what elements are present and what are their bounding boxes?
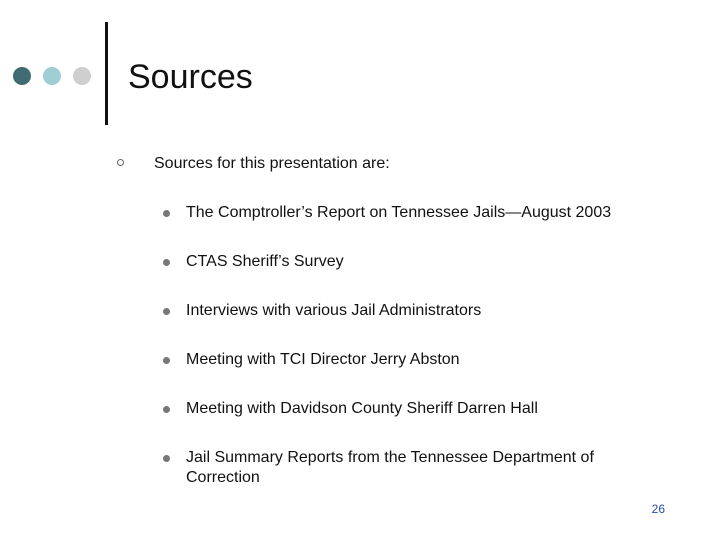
- main-bullet-item: [117, 154, 677, 176]
- sources-list-item-text: Meeting with TCI Director Jerry Abston: [186, 351, 460, 368]
- sources-list-item-text: Meeting with Davidson County Sheriff Darren Hall: [186, 400, 538, 417]
- dot-bullet-icon: [163, 259, 170, 266]
- sources-list-item-text: CTAS Sheriff’s Survey: [186, 253, 344, 270]
- sources-list-item-text: Jail Summary Reports from the Tennessee Department of Correction: [186, 449, 594, 486]
- dot-bullet-icon: [163, 357, 170, 364]
- slide-title: Sources: [128, 58, 253, 96]
- sources-list-item: [163, 252, 663, 301]
- dot-bullet-icon: [163, 210, 170, 217]
- title-divider: [105, 22, 108, 125]
- sources-list-item-text: Interviews with various Jail Administrators: [186, 302, 482, 319]
- sources-list-item: [163, 203, 663, 252]
- sources-list-item: [163, 399, 663, 448]
- sources-list-item: [163, 301, 663, 350]
- decorative-dot-gray: [73, 67, 91, 85]
- dot-bullet-icon: [163, 406, 170, 413]
- sources-list-item-text: The Comptroller’s Report on Tennessee Jails—August 2003: [186, 204, 612, 221]
- decorative-dot-dark: [13, 67, 31, 85]
- sources-list-item: [163, 350, 663, 399]
- main-bullet-text: Sources for this presentation are:: [154, 155, 390, 172]
- sources-list: [163, 203, 663, 492]
- ring-bullet-icon: [117, 159, 124, 166]
- decorative-dots: [0, 0, 110, 130]
- sources-list-item: [163, 448, 663, 492]
- dot-bullet-icon: [163, 308, 170, 315]
- page-number: 26: [651, 502, 665, 516]
- decorative-dot-light: [43, 67, 61, 85]
- dot-bullet-icon: [163, 455, 170, 462]
